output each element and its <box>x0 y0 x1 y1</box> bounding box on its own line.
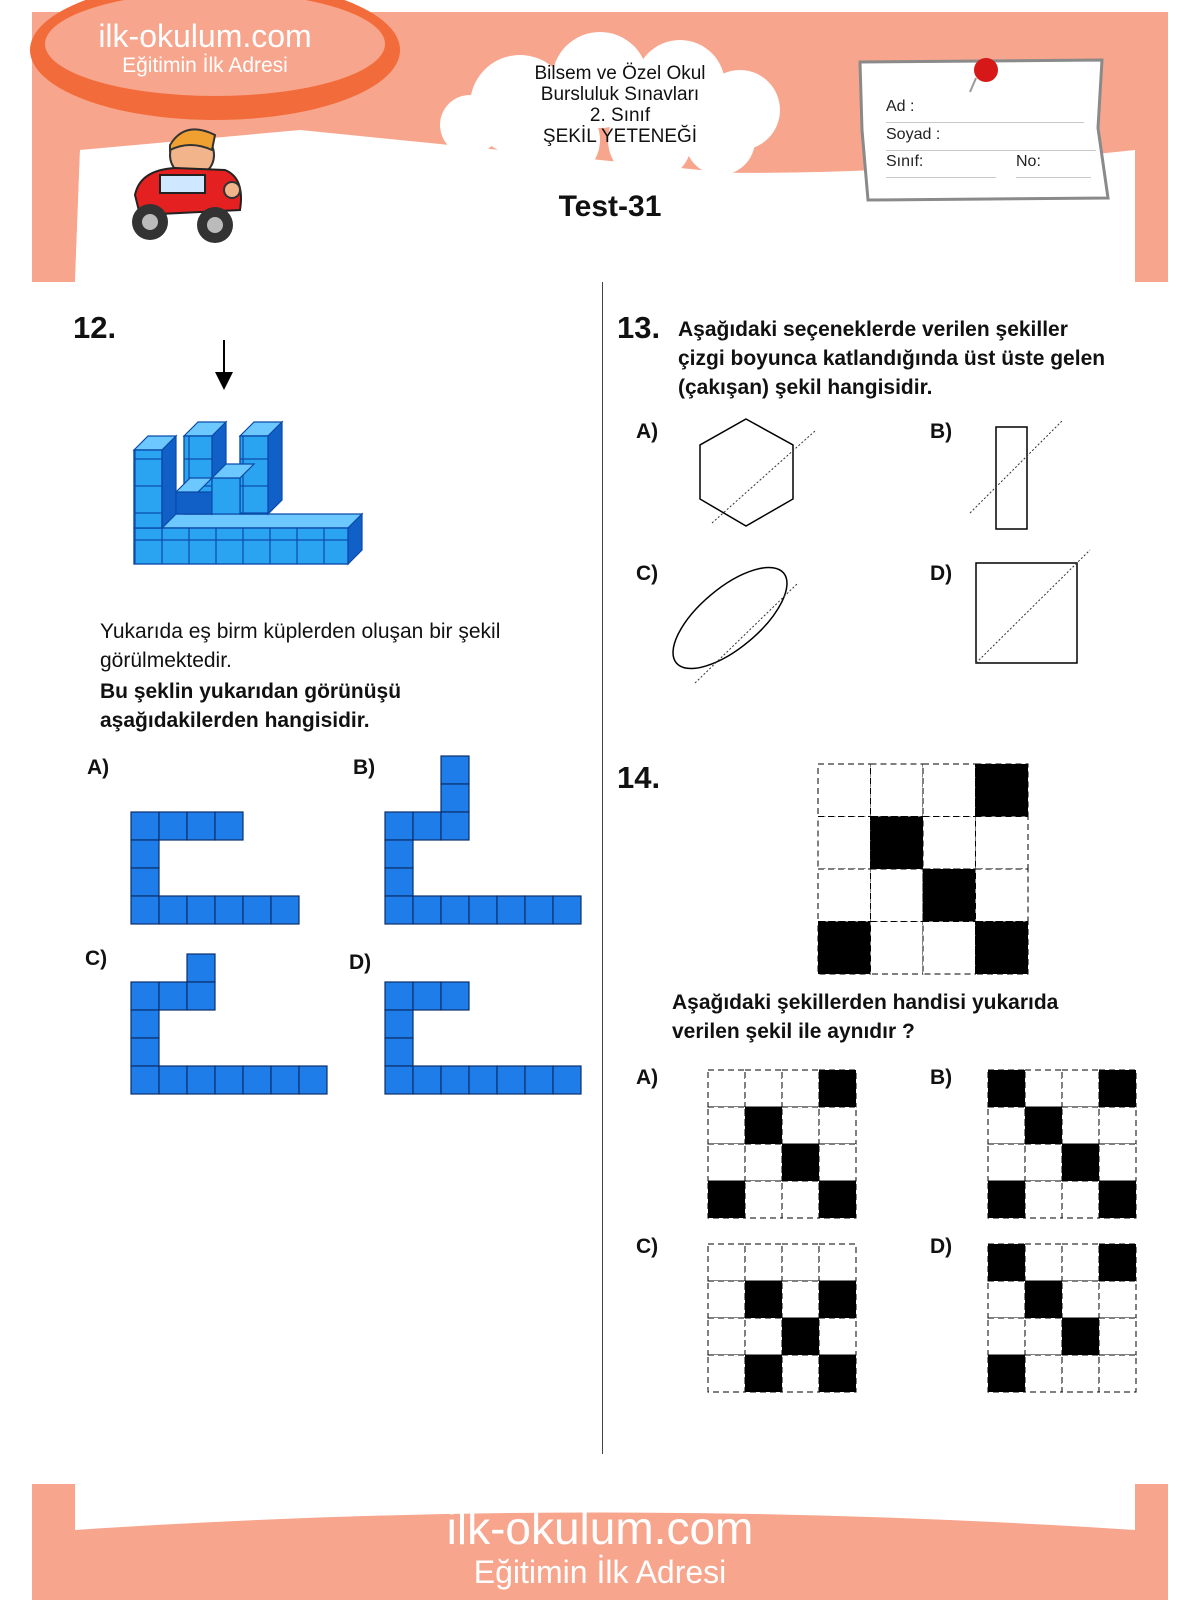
q14-option-d-cell <box>1062 1355 1099 1392</box>
q14-main-cell <box>976 817 1029 870</box>
q13-line-2: çizgi boyunca katlandığında üst üste gelen <box>678 347 1106 370</box>
q14-option-d-cell <box>1099 1281 1136 1318</box>
cloud-line-1: Bilsem ve Özel Okul <box>534 63 706 84</box>
q14-option-d-cell <box>988 1355 1025 1392</box>
q14-option-b-cell <box>1062 1070 1099 1107</box>
q14-main-cell <box>976 869 1029 922</box>
q14-main-cell <box>976 764 1029 817</box>
q14-option-a-cell <box>819 1144 856 1181</box>
q14-option-d-cell <box>1099 1318 1136 1355</box>
q14-option-d-cell <box>1025 1281 1062 1318</box>
q14-option-a-cell <box>782 1144 819 1181</box>
q12-question-2: aşağıdakilerden hangisidir. <box>100 709 370 732</box>
q14-option-a-cell <box>708 1107 745 1144</box>
q14-option-d-cell <box>988 1281 1025 1318</box>
q14-option-b-cell <box>988 1144 1025 1181</box>
q14-option-a-cell <box>782 1107 819 1144</box>
footer-motto: Eğitimin İlk Adresi <box>473 1554 727 1590</box>
q14-option-d[interactable]: D) <box>930 1235 953 1258</box>
surname-label: Soyad : <box>886 126 941 143</box>
q14-option-d-cell <box>988 1244 1025 1281</box>
q14-main-grid <box>818 764 1028 974</box>
q14-option-a-cell <box>708 1070 745 1107</box>
q14-option-c-cell <box>819 1244 856 1281</box>
q14-main-cell <box>818 922 871 975</box>
q14-option-c-grid <box>708 1244 856 1392</box>
q14-main-cell <box>976 922 1029 975</box>
q14-option-d-cell <box>1099 1244 1136 1281</box>
q14-option-b-cell <box>1099 1144 1136 1181</box>
number-label: No: <box>1016 153 1041 170</box>
q14-option-a-cell <box>782 1181 819 1218</box>
q13-line-1: Aşağıdaki seçeneklerde verilen şekiller <box>678 318 1068 341</box>
q14-option-b-cell <box>1025 1181 1062 1218</box>
q14-option-d-cell <box>1062 1244 1099 1281</box>
footer-site: ilk-okulum.com <box>446 1502 754 1554</box>
q14-option-d-cell <box>1099 1355 1136 1392</box>
q14-main-cell <box>923 869 976 922</box>
q12-option-a[interactable]: A) <box>87 756 110 779</box>
brand-motto: Eğitimin İlk Adresi <box>122 54 288 77</box>
q14-option-d-cell <box>988 1318 1025 1355</box>
q14-option-c-cell <box>819 1355 856 1392</box>
cloud-line-3: 2. Sınıf <box>589 105 651 126</box>
q14-option-c-cell <box>708 1318 745 1355</box>
q14-option-b-cell <box>1025 1070 1062 1107</box>
q14-option-c-cell <box>782 1318 819 1355</box>
q14-option-b-cell <box>1025 1107 1062 1144</box>
q12-option-d[interactable]: D) <box>349 951 372 974</box>
q14-option-d-cell <box>1025 1355 1062 1392</box>
q14-option-b-cell <box>1099 1181 1136 1218</box>
q14-main-cell <box>923 817 976 870</box>
q14-option-c-cell <box>745 1281 782 1318</box>
name-label: Ad : <box>886 98 915 115</box>
q14-option-c-cell <box>745 1355 782 1392</box>
q14-option-c-cell <box>819 1318 856 1355</box>
q13-option-a[interactable]: A) <box>636 420 659 443</box>
q14-option-b-cell <box>988 1107 1025 1144</box>
q14-option-c-cell <box>745 1244 782 1281</box>
q14-option-c-cell <box>708 1281 745 1318</box>
q14-option-c-cell <box>708 1355 745 1392</box>
q14-option-c-cell <box>745 1318 782 1355</box>
test-title: Test-31 <box>558 190 662 223</box>
q14-option-a-cell <box>745 1144 782 1181</box>
q14-option-b-cell <box>1062 1181 1099 1218</box>
q14-option-c-cell <box>819 1281 856 1318</box>
q14-option-b-cell <box>1062 1107 1099 1144</box>
q14-main-cell <box>818 817 871 870</box>
q14-option-a-cell <box>708 1181 745 1218</box>
q14-option-d-cell <box>1062 1281 1099 1318</box>
q14-main-cell <box>923 764 976 817</box>
q14-option-c[interactable]: C) <box>636 1235 659 1258</box>
q14-option-d-cell <box>1062 1318 1099 1355</box>
q14-option-c-cell <box>782 1355 819 1392</box>
q14-main-cell <box>871 764 924 817</box>
q13-option-b[interactable]: B) <box>930 420 953 443</box>
q14-option-b-cell <box>1062 1144 1099 1181</box>
q14-option-b-cell <box>1025 1144 1062 1181</box>
q14-option-a[interactable]: A) <box>636 1066 659 1089</box>
q14-option-a-cell <box>745 1107 782 1144</box>
q14-option-d-cell <box>1025 1244 1062 1281</box>
q14-option-a-cell <box>819 1181 856 1218</box>
q14-option-b-cell <box>988 1070 1025 1107</box>
cloud-line-2: Bursluluk Sınavları <box>540 84 700 105</box>
q14-option-b-cell <box>988 1181 1025 1218</box>
q14-option-a-grid <box>708 1070 856 1218</box>
q14-option-d-grid <box>988 1244 1136 1392</box>
q14-option-b-cell <box>1099 1107 1136 1144</box>
q12-text-2: görülmektedir. <box>100 649 232 672</box>
q14-number: 14. <box>617 760 661 795</box>
q12-number: 12. <box>73 310 117 345</box>
q14-line-1: Aşağıdaki şekillerden handisi yukarıda <box>672 991 1059 1014</box>
q14-option-d-cell <box>1025 1318 1062 1355</box>
q13-line-3: (çakışan) şekil hangisidir. <box>678 376 933 399</box>
q13-option-d[interactable]: D) <box>930 562 953 585</box>
q14-option-a-cell <box>745 1181 782 1218</box>
q14-main-cell <box>818 764 871 817</box>
q14-option-a-cell <box>782 1070 819 1107</box>
q13-number: 13. <box>617 310 661 345</box>
q14-main-cell <box>871 817 924 870</box>
cloud-line-4: ŞEKİL YETENEĞİ <box>542 126 698 147</box>
q12-text-1: Yukarıda eş birm küplerden oluşan bir şekil <box>100 620 501 643</box>
q14-option-c-cell <box>782 1281 819 1318</box>
q14-option-b-cell <box>1099 1070 1136 1107</box>
q14-option-a-cell <box>819 1070 856 1107</box>
q14-option-a-cell <box>708 1144 745 1181</box>
q14-option-b[interactable]: B) <box>930 1066 953 1089</box>
q12-question-1: Bu şeklin yukarıdan görünüşü <box>100 680 402 703</box>
q14-option-c-cell <box>782 1244 819 1281</box>
q14-option-a-cell <box>819 1107 856 1144</box>
brand-site: ilk-okulum.com <box>98 18 312 54</box>
footer-brand <box>0 1502 1200 1590</box>
q12-option-b[interactable]: B) <box>353 756 376 779</box>
q12-option-c[interactable]: C) <box>85 947 108 970</box>
q14-line-2: verilen şekil ile aynıdır ? <box>672 1020 915 1043</box>
q13-option-c[interactable]: C) <box>636 562 659 585</box>
q14-main-cell <box>818 869 871 922</box>
q14-main-cell <box>871 922 924 975</box>
q14-option-a-cell <box>745 1070 782 1107</box>
q14-main-cell <box>871 869 924 922</box>
q14-option-c-cell <box>708 1244 745 1281</box>
class-label: Sınıf: <box>886 153 924 170</box>
q14-main-cell <box>923 922 976 975</box>
q14-option-b-grid <box>988 1070 1136 1218</box>
